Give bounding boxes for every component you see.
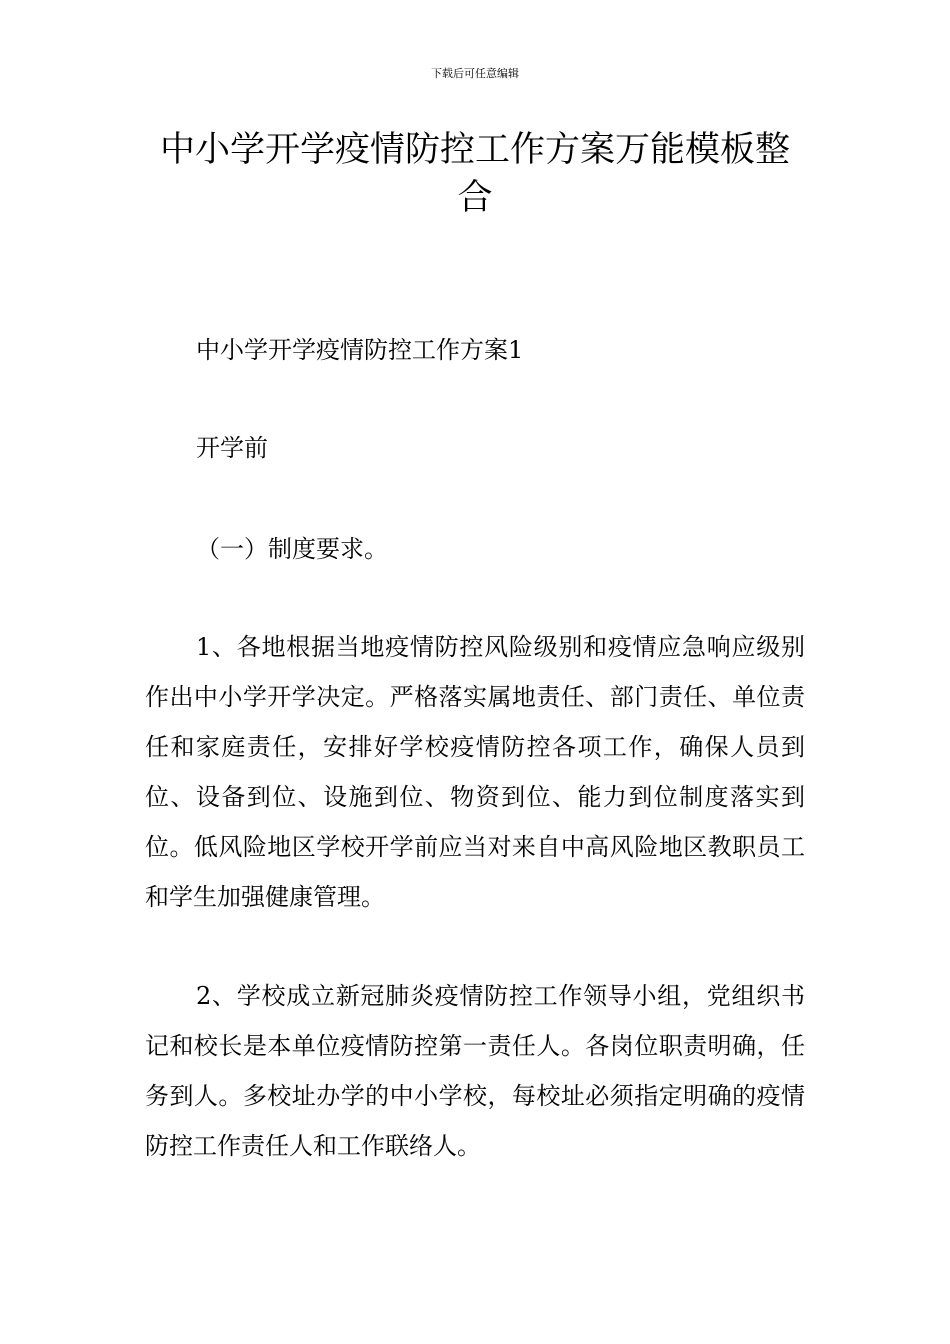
paragraph-2: 2、学校成立新冠肺炎疫情防控工作领导小组，党组织书记和校长是本单位疫情防控第一责任人。各岗位职责明确，任务到人。多校址办学的中小学校，每校址必须指定明确的疫情防控工作责任人和工作联络人。 [145, 982, 805, 1160]
paragraph-1: 1、各地根据当地疫情防控风险级别和疫情应急响应级别作出中小学开学决定。严格落实属地责任、部门责任、单位责任和家庭责任，安排好学校疫情防控各项工作，确保人员到位、设备到位、设施到位、物资到位、能力到位制度落实到位。低风险地区学校开学前应当对来自中高风险地区教职员工和学生加强健康管理。 [145, 633, 805, 911]
page-header-note: 下载后可任意编辑 [431, 67, 519, 80]
subsection-heading: 开学前 [196, 434, 268, 462]
document-title: 中小学开学疫情防控工作方案万能模板整合 [159, 130, 790, 218]
section-title: 中小学开学疫情防控工作方案1 [196, 336, 524, 364]
item-heading: （一）制度要求。 [196, 535, 388, 563]
